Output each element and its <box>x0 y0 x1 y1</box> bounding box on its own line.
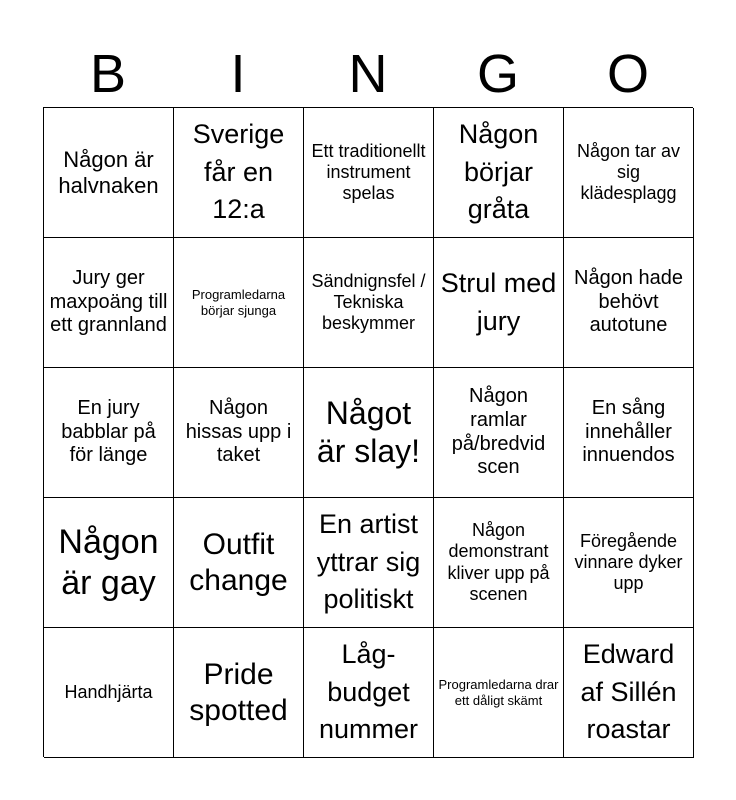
bingo-cell[interactable]: Programledarna drar ett dåligt skämt <box>434 628 564 758</box>
bingo-cell[interactable]: Handhjärta <box>44 628 174 758</box>
bingo-cell[interactable]: Jury ger maxpoäng till ett grannland <box>44 238 174 368</box>
header-letter-i: I <box>230 44 246 104</box>
bingo-grid <box>43 107 693 757</box>
bingo-cell[interactable]: Pride spotted <box>174 628 304 758</box>
bingo-cell[interactable]: Någon hissas upp i taket <box>174 368 304 498</box>
bingo-cell[interactable]: Någon ramlar på/bredvid scen <box>434 368 564 498</box>
bingo-cell[interactable]: Någon hade behövt autotune <box>564 238 694 368</box>
bingo-header <box>43 40 693 108</box>
header-letter-b: B <box>89 44 127 104</box>
bingo-cell[interactable]: Strul med jury <box>434 238 564 368</box>
bingo-cell[interactable]: Outfit change <box>174 498 304 628</box>
bingo-cell[interactable]: Låg-budget nummer <box>304 628 434 758</box>
bingo-cell[interactable]: Ett traditionellt instrument spelas <box>304 108 434 238</box>
bingo-cell[interactable]: Någon börjar gråta <box>434 108 564 238</box>
bingo-cell[interactable]: Programledarna börjar sjunga <box>174 238 304 368</box>
bingo-cell[interactable]: Någon tar av sig klädesplagg <box>564 108 694 238</box>
bingo-cell[interactable]: Edward af Sillén roastar <box>564 628 694 758</box>
bingo-cell[interactable]: Sverige får en 12:a <box>174 108 304 238</box>
bingo-cell[interactable]: Någon är halvnaken <box>44 108 174 238</box>
bingo-cell[interactable]: Föregående vinnare dyker upp <box>564 498 694 628</box>
header-letter-n: N <box>348 44 388 104</box>
header-letter-g: G <box>476 44 519 104</box>
bingo-cell[interactable]: En artist yttrar sig politiskt <box>304 498 434 628</box>
bingo-cell[interactable]: Någon demonstrant kliver upp på scenen <box>434 498 564 628</box>
bingo-cell[interactable]: Något är slay! <box>304 368 434 498</box>
header-letter-o: O <box>606 44 649 104</box>
bingo-cell[interactable]: Någon är gay <box>44 498 174 628</box>
bingo-cell[interactable]: En sång innehåller innuendos <box>564 368 694 498</box>
bingo-cell[interactable]: Sändnignsfel / Tekniska beskymmer <box>304 238 434 368</box>
bingo-cell[interactable]: En jury babblar på för länge <box>44 368 174 498</box>
